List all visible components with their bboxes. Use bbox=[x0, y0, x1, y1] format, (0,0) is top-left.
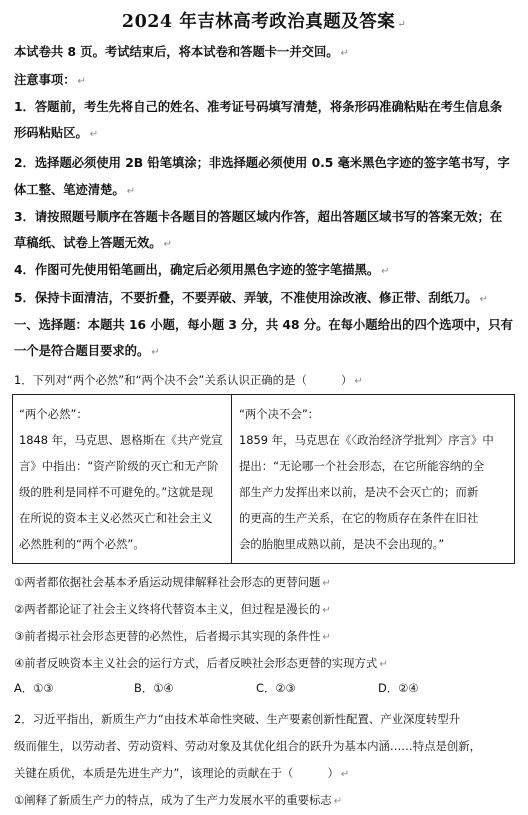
question-2-stem-line-2: 级而催生，以劳动者、劳动资料、劳动对象及其优化组合的跃升为基本内涵……特点是创新， bbox=[14, 739, 482, 753]
comparison-table bbox=[12, 394, 515, 564]
notice-item-4: 4．作图可先使用铅笔画出，确定后必须用黑色字迹的签字笔描黑。 ↵ bbox=[14, 263, 390, 277]
q1-statement-4: ④前者反映资本主义社会的运行方式，后者反映社会形态更替的实现方式 ↵ bbox=[14, 656, 388, 670]
section-heading-line-2: 一个是符合题目要求的。 ↵ bbox=[14, 344, 160, 358]
notice-heading: 注意事项： ↵ bbox=[14, 73, 86, 87]
notice-item-2-line-1: 2．选择题必须使用 2B 铅笔填涂；非选择题必须使用 0.5 毫米黑色字迹的签字笔书写，字 bbox=[14, 156, 510, 170]
exam-info-line: 本试卷共 8 页。考试结束后，将本试卷和答题卡一并交回。 ↵ bbox=[14, 45, 349, 59]
q1-option-a: A．①③ bbox=[14, 681, 54, 695]
page-title: 2024 年吉林高考政治真题及答案 ↵ bbox=[121, 12, 407, 32]
q1-option-b: B．①④ bbox=[134, 681, 174, 695]
notice-item-2-line-2: 体工整、笔迹清楚。 ↵ bbox=[14, 183, 136, 197]
table-divider bbox=[231, 395, 232, 563]
notice-item-3-line-2: 草稿纸、试卷上答题无效。 ↵ bbox=[14, 236, 172, 250]
notice-item-5: 5．保持卡面清洁，不要折叠，不要弄破、弄皱，不准使用涂改液、修正带、刮纸刀。 ↵ bbox=[14, 291, 488, 305]
q2-statement-1: ①阐释了新质生产力的特点，成为了生产力发展水平的重要标志 ↵ bbox=[14, 793, 343, 807]
q1-statement-3: ③前者揭示社会形态更替的必然性，后者揭示其实现的条件性 ↵ bbox=[14, 629, 331, 643]
notice-item-1-line-1: 1．答题前，考生先将自己的姓名、准考证号码填写清楚，将条形码准确粘贴在考生信息条 bbox=[14, 100, 503, 114]
table-cell-right: “两个决不会”： 1859 年，马克思在《〈政治经济学批判〉序言》中 提出：“无论哪一个社会形态，在它所能容纳的全 部生产力发挥出来以前，是决不会灭亡的；而新 的更高的生产关系，在它的物质存在条件在旧社 会的胎胞里成熟以前，是决不会出现的。” bbox=[239, 407, 494, 551]
section-heading-line-1: 一、选择题：本题共 16 小题，每小题 3 分，共 48 分。在每小题给出的四个选项中，只有 bbox=[14, 318, 513, 332]
q1-statement-2: ②两者都论证了社会主义终将代替资本主义，但过程是漫长的 ↵ bbox=[14, 602, 331, 616]
q1-options bbox=[14, 680, 514, 696]
notice-item-3-line-1: 3．请按照题号顺序在答题卡各题目的答题区域内作答，超出答题区域书写的答案无效；在 bbox=[14, 210, 503, 224]
q1-statement-1: ①两者都依据社会基本矛盾运动规律解释社会形态的更替问题 ↵ bbox=[14, 575, 331, 589]
question-2-stem-line-3: 关键在质优，本质是先进生产力”，该理论的贡献在于（ ） ↵ bbox=[14, 766, 350, 780]
q1-option-c: C．②③ bbox=[256, 681, 296, 695]
q1-option-d: D．②④ bbox=[378, 681, 419, 695]
notice-item-1-line-2: 形码粘贴区。 ↵ bbox=[14, 126, 99, 140]
question-1-stem: 1．下列对“两个必然”和“两个决不会”关系认识正确的是（ ） ↵ bbox=[14, 373, 363, 387]
question-2-stem-line-1: 2．习近平指出，新质生产力“由技术革命性突破、生产要素创新性配置、产业深度转型升 bbox=[14, 712, 460, 726]
table-cell-left: “两个必然”： 1848 年，马克思、恩格斯在《共产党宣 言》中指出：“资产阶级的灭亡和无产阶 级的胜利是同样不可避免的。”这就是现 在所说的资本主义必然灭亡和社会主义 必然胜利的“两个必然”。 bbox=[19, 407, 223, 551]
